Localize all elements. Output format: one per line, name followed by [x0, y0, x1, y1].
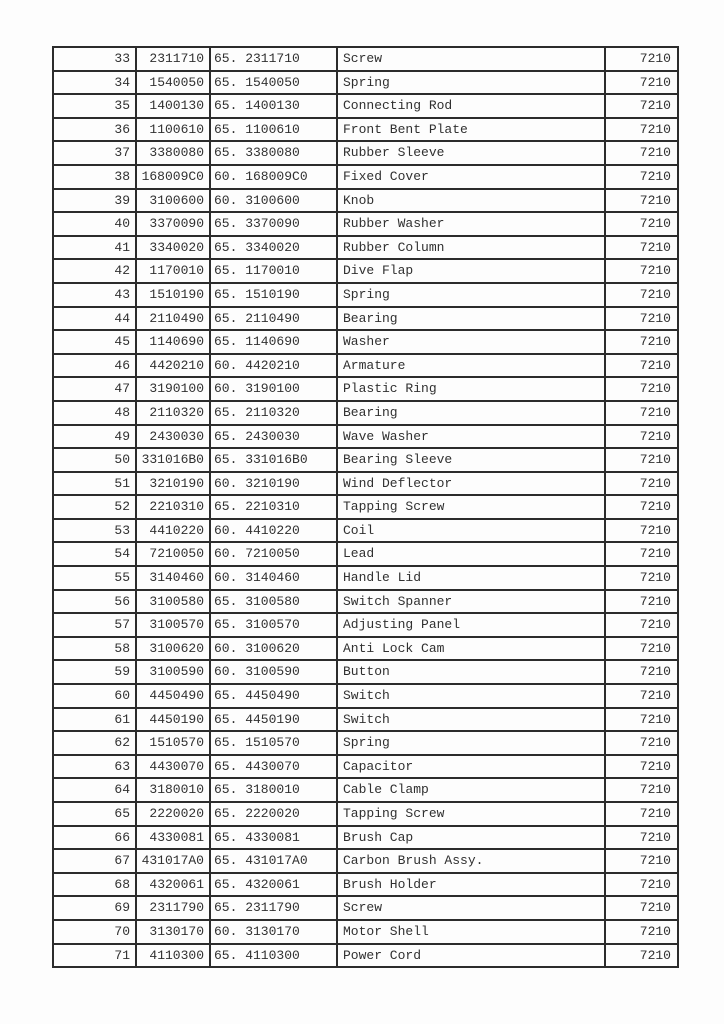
table-row — [53, 519, 678, 543]
cell-description: Switch Spanner — [337, 590, 605, 614]
cell-item-number: 67 — [53, 849, 136, 873]
cell-item-number: 57 — [53, 613, 136, 637]
cell-model-ref: 7210 — [605, 495, 678, 519]
cell-description: Fixed Cover — [337, 165, 605, 189]
cell-order-code: 65. 3340020 — [210, 236, 337, 260]
table-row — [53, 708, 678, 732]
cell-part-number: 3100620 — [136, 637, 210, 661]
cell-item-number: 50 — [53, 448, 136, 472]
cell-description: Armature — [337, 354, 605, 378]
cell-part-number: 1140690 — [136, 330, 210, 354]
cell-order-code: 65. 2110320 — [210, 401, 337, 425]
table-row — [53, 47, 678, 71]
parts-table — [52, 46, 679, 968]
cell-description: Button — [337, 660, 605, 684]
cell-part-number: 2311790 — [136, 896, 210, 920]
cell-model-ref: 7210 — [605, 189, 678, 213]
cell-order-code: 65. 2430030 — [210, 425, 337, 449]
cell-description: Motor Shell — [337, 920, 605, 944]
cell-part-number: 2210310 — [136, 495, 210, 519]
cell-part-number: 7210050 — [136, 542, 210, 566]
cell-part-number: 1510570 — [136, 731, 210, 755]
table-row — [53, 920, 678, 944]
table-row — [53, 283, 678, 307]
cell-model-ref: 7210 — [605, 778, 678, 802]
table-row — [53, 684, 678, 708]
cell-item-number: 71 — [53, 944, 136, 968]
cell-description: Lead — [337, 542, 605, 566]
cell-description: Carbon Brush Assy. — [337, 849, 605, 873]
cell-item-number: 49 — [53, 425, 136, 449]
cell-part-number: 4320061 — [136, 873, 210, 897]
cell-order-code: 65. 3100570 — [210, 613, 337, 637]
cell-description: Bearing Sleeve — [337, 448, 605, 472]
cell-model-ref: 7210 — [605, 259, 678, 283]
cell-order-code: 65. 2311710 — [210, 47, 337, 71]
cell-order-code: 60. 3190100 — [210, 377, 337, 401]
cell-description: Bearing — [337, 307, 605, 331]
cell-part-number: 1400130 — [136, 94, 210, 118]
cell-part-number: 3100580 — [136, 590, 210, 614]
cell-part-number: 1540050 — [136, 71, 210, 95]
cell-part-number: 3140460 — [136, 566, 210, 590]
cell-part-number: 3190100 — [136, 377, 210, 401]
cell-order-code: 65. 1540050 — [210, 71, 337, 95]
cell-model-ref: 7210 — [605, 118, 678, 142]
cell-part-number: 3100570 — [136, 613, 210, 637]
cell-order-code: 65. 4110300 — [210, 944, 337, 968]
cell-model-ref: 7210 — [605, 802, 678, 826]
cell-description: Rubber Sleeve — [337, 141, 605, 165]
cell-part-number: 2110320 — [136, 401, 210, 425]
cell-order-code: 65. 3370090 — [210, 212, 337, 236]
cell-order-code: 65. 1400130 — [210, 94, 337, 118]
cell-item-number: 42 — [53, 259, 136, 283]
cell-description: Screw — [337, 47, 605, 71]
table-row — [53, 236, 678, 260]
cell-model-ref: 7210 — [605, 708, 678, 732]
cell-description: Brush Cap — [337, 826, 605, 850]
table-row — [53, 613, 678, 637]
cell-model-ref: 7210 — [605, 920, 678, 944]
cell-description: Tapping Screw — [337, 495, 605, 519]
cell-description: Connecting Rod — [337, 94, 605, 118]
cell-order-code: 60. 168009C0 — [210, 165, 337, 189]
cell-item-number: 66 — [53, 826, 136, 850]
cell-item-number: 44 — [53, 307, 136, 331]
table-row — [53, 495, 678, 519]
cell-description: Wind Deflector — [337, 472, 605, 496]
cell-order-code: 65. 1140690 — [210, 330, 337, 354]
cell-order-code: 60. 4420210 — [210, 354, 337, 378]
cell-part-number: 3100590 — [136, 660, 210, 684]
cell-part-number: 331016B0 — [136, 448, 210, 472]
table-row — [53, 189, 678, 213]
cell-item-number: 34 — [53, 71, 136, 95]
cell-model-ref: 7210 — [605, 896, 678, 920]
table-row — [53, 118, 678, 142]
cell-model-ref: 7210 — [605, 307, 678, 331]
table-row — [53, 826, 678, 850]
cell-item-number: 55 — [53, 566, 136, 590]
table-row — [53, 307, 678, 331]
cell-description: Capacitor — [337, 755, 605, 779]
table-row — [53, 590, 678, 614]
cell-order-code: 65. 2210310 — [210, 495, 337, 519]
cell-description: Dive Flap — [337, 259, 605, 283]
cell-model-ref: 7210 — [605, 141, 678, 165]
table-row — [53, 472, 678, 496]
cell-model-ref: 7210 — [605, 660, 678, 684]
cell-item-number: 54 — [53, 542, 136, 566]
cell-item-number: 47 — [53, 377, 136, 401]
cell-part-number: 3340020 — [136, 236, 210, 260]
table-row — [53, 448, 678, 472]
cell-order-code: 65. 4450490 — [210, 684, 337, 708]
cell-order-code: 65. 331016B0 — [210, 448, 337, 472]
cell-model-ref: 7210 — [605, 637, 678, 661]
table-row — [53, 566, 678, 590]
table-row — [53, 212, 678, 236]
table-row — [53, 542, 678, 566]
cell-description: Plastic Ring — [337, 377, 605, 401]
cell-model-ref: 7210 — [605, 944, 678, 968]
cell-model-ref: 7210 — [605, 330, 678, 354]
cell-item-number: 60 — [53, 684, 136, 708]
cell-part-number: 2110490 — [136, 307, 210, 331]
cell-description: Spring — [337, 71, 605, 95]
cell-part-number: 2311710 — [136, 47, 210, 71]
cell-order-code: 65. 4430070 — [210, 755, 337, 779]
cell-order-code: 65. 431017A0 — [210, 849, 337, 873]
cell-model-ref: 7210 — [605, 71, 678, 95]
cell-model-ref: 7210 — [605, 377, 678, 401]
cell-model-ref: 7210 — [605, 94, 678, 118]
cell-order-code: 65. 1100610 — [210, 118, 337, 142]
cell-order-code: 60. 3130170 — [210, 920, 337, 944]
cell-order-code: 65. 1170010 — [210, 259, 337, 283]
cell-part-number: 168009C0 — [136, 165, 210, 189]
cell-item-number: 39 — [53, 189, 136, 213]
cell-model-ref: 7210 — [605, 165, 678, 189]
cell-description: Brush Holder — [337, 873, 605, 897]
cell-part-number: 4330081 — [136, 826, 210, 850]
table-row — [53, 731, 678, 755]
cell-model-ref: 7210 — [605, 283, 678, 307]
cell-item-number: 52 — [53, 495, 136, 519]
cell-item-number: 53 — [53, 519, 136, 543]
cell-model-ref: 7210 — [605, 590, 678, 614]
cell-order-code: 65. 4450190 — [210, 708, 337, 732]
cell-item-number: 35 — [53, 94, 136, 118]
cell-order-code: 65. 2311790 — [210, 896, 337, 920]
cell-item-number: 56 — [53, 590, 136, 614]
cell-model-ref: 7210 — [605, 212, 678, 236]
cell-model-ref: 7210 — [605, 731, 678, 755]
cell-item-number: 37 — [53, 141, 136, 165]
cell-order-code: 65. 4330081 — [210, 826, 337, 850]
cell-item-number: 40 — [53, 212, 136, 236]
cell-order-code: 60. 3140460 — [210, 566, 337, 590]
cell-item-number: 38 — [53, 165, 136, 189]
table-row — [53, 354, 678, 378]
cell-order-code: 60. 7210050 — [210, 542, 337, 566]
cell-item-number: 62 — [53, 731, 136, 755]
cell-part-number: 3180010 — [136, 778, 210, 802]
cell-part-number: 1170010 — [136, 259, 210, 283]
cell-description: Screw — [337, 896, 605, 920]
cell-part-number: 4420210 — [136, 354, 210, 378]
cell-item-number: 43 — [53, 283, 136, 307]
cell-description: Spring — [337, 731, 605, 755]
cell-item-number: 45 — [53, 330, 136, 354]
cell-description: Front Bent Plate — [337, 118, 605, 142]
cell-model-ref: 7210 — [605, 354, 678, 378]
cell-description: Rubber Washer — [337, 212, 605, 236]
cell-description: Spring — [337, 283, 605, 307]
cell-item-number: 68 — [53, 873, 136, 897]
cell-part-number: 3370090 — [136, 212, 210, 236]
cell-part-number: 1100610 — [136, 118, 210, 142]
cell-description: Washer — [337, 330, 605, 354]
cell-part-number: 2220020 — [136, 802, 210, 826]
cell-model-ref: 7210 — [605, 47, 678, 71]
cell-part-number: 3130170 — [136, 920, 210, 944]
cell-order-code: 65. 1510570 — [210, 731, 337, 755]
cell-model-ref: 7210 — [605, 826, 678, 850]
cell-order-code: 65. 3380080 — [210, 141, 337, 165]
cell-model-ref: 7210 — [605, 849, 678, 873]
cell-item-number: 69 — [53, 896, 136, 920]
cell-description: Coil — [337, 519, 605, 543]
cell-item-number: 48 — [53, 401, 136, 425]
cell-order-code: 65. 2220020 — [210, 802, 337, 826]
cell-item-number: 65 — [53, 802, 136, 826]
cell-order-code: 60. 3100590 — [210, 660, 337, 684]
cell-order-code: 60. 3100600 — [210, 189, 337, 213]
table-row — [53, 944, 678, 968]
cell-order-code: 65. 3100580 — [210, 590, 337, 614]
cell-model-ref: 7210 — [605, 236, 678, 260]
cell-description: Anti Lock Cam — [337, 637, 605, 661]
cell-order-code: 60. 4410220 — [210, 519, 337, 543]
cell-part-number: 1510190 — [136, 283, 210, 307]
cell-model-ref: 7210 — [605, 755, 678, 779]
cell-item-number: 61 — [53, 708, 136, 732]
cell-model-ref: 7210 — [605, 519, 678, 543]
cell-order-code: 65. 4320061 — [210, 873, 337, 897]
cell-item-number: 59 — [53, 660, 136, 684]
cell-item-number: 46 — [53, 354, 136, 378]
cell-part-number: 4430070 — [136, 755, 210, 779]
table-row — [53, 401, 678, 425]
cell-description: Bearing — [337, 401, 605, 425]
table-row — [53, 637, 678, 661]
cell-model-ref: 7210 — [605, 613, 678, 637]
cell-item-number: 63 — [53, 755, 136, 779]
cell-item-number: 51 — [53, 472, 136, 496]
table-row — [53, 141, 678, 165]
cell-model-ref: 7210 — [605, 472, 678, 496]
cell-item-number: 33 — [53, 47, 136, 71]
cell-item-number: 41 — [53, 236, 136, 260]
cell-model-ref: 7210 — [605, 542, 678, 566]
table-row — [53, 425, 678, 449]
table-row — [53, 849, 678, 873]
cell-model-ref: 7210 — [605, 873, 678, 897]
table-row — [53, 778, 678, 802]
table-row — [53, 330, 678, 354]
cell-part-number: 3380080 — [136, 141, 210, 165]
table-row — [53, 755, 678, 779]
cell-model-ref: 7210 — [605, 684, 678, 708]
cell-order-code: 65. 3180010 — [210, 778, 337, 802]
cell-model-ref: 7210 — [605, 448, 678, 472]
cell-description: Switch — [337, 708, 605, 732]
cell-order-code: 65. 2110490 — [210, 307, 337, 331]
cell-model-ref: 7210 — [605, 566, 678, 590]
cell-description: Adjusting Panel — [337, 613, 605, 637]
table-row — [53, 377, 678, 401]
cell-item-number: 70 — [53, 920, 136, 944]
cell-part-number: 3100600 — [136, 189, 210, 213]
cell-description: Wave Washer — [337, 425, 605, 449]
cell-part-number: 2430030 — [136, 425, 210, 449]
table-row — [53, 660, 678, 684]
cell-item-number: 58 — [53, 637, 136, 661]
cell-part-number: 4410220 — [136, 519, 210, 543]
cell-description: Handle Lid — [337, 566, 605, 590]
table-row — [53, 896, 678, 920]
cell-model-ref: 7210 — [605, 401, 678, 425]
cell-order-code: 65. 1510190 — [210, 283, 337, 307]
cell-part-number: 3210190 — [136, 472, 210, 496]
table-row — [53, 259, 678, 283]
table-row — [53, 873, 678, 897]
cell-order-code: 60. 3210190 — [210, 472, 337, 496]
table-row — [53, 71, 678, 95]
cell-part-number: 4450190 — [136, 708, 210, 732]
cell-part-number: 4110300 — [136, 944, 210, 968]
cell-description: Tapping Screw — [337, 802, 605, 826]
cell-description: Knob — [337, 189, 605, 213]
cell-part-number: 431017A0 — [136, 849, 210, 873]
cell-item-number: 36 — [53, 118, 136, 142]
cell-part-number: 4450490 — [136, 684, 210, 708]
cell-order-code: 60. 3100620 — [210, 637, 337, 661]
cell-description: Rubber Column — [337, 236, 605, 260]
cell-description: Cable Clamp — [337, 778, 605, 802]
table-row — [53, 165, 678, 189]
cell-model-ref: 7210 — [605, 425, 678, 449]
cell-description: Power Cord — [337, 944, 605, 968]
cell-item-number: 64 — [53, 778, 136, 802]
table-row — [53, 802, 678, 826]
table-row — [53, 94, 678, 118]
cell-description: Switch — [337, 684, 605, 708]
